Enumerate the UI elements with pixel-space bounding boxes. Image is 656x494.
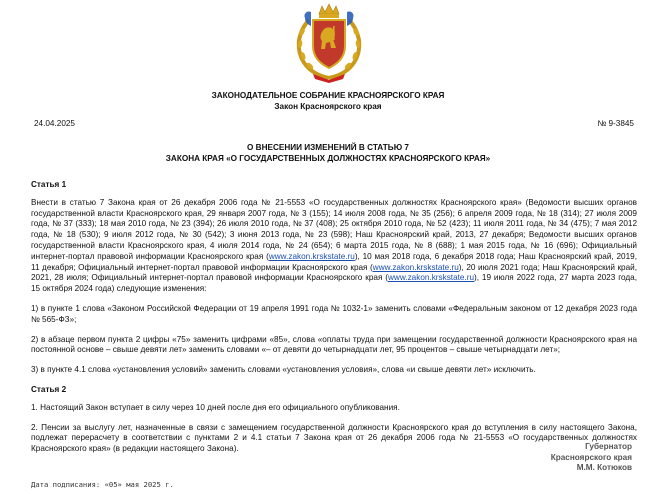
signature-name: М.М. Котюков xyxy=(576,463,632,473)
law-type: Закон Красноярского края xyxy=(274,102,382,111)
signing-date: Дата подписания: «05» мая 2025 г. xyxy=(31,480,174,489)
law-title xyxy=(0,142,656,164)
governor-signature-block xyxy=(551,442,632,474)
article-2-item-1: 1. Настоящий Закон вступает в силу через 10 дней после дня его официального опубликования. xyxy=(31,402,400,412)
law-date: 24.04.2025 xyxy=(34,119,75,128)
article-1-intro-part-c: ), 20 июля 2021 года; Наш Красноярский край, 2021, 28 июля; Официальный интернет-портал правовой информации Красноярского края ( xyxy=(31,262,638,283)
article-1-intro-part-a: Внести в статью 7 Закона края от 26 декабря 2006 года № 21-5553 «О государственных должностях Красноярского края» (Ведомости высших органов государственной власти Красноярского края, 29 января 2007 года, № 3 (155); 14 июля 2008 года, № 35 (256); 6 апреля 2009 года, № 18 (314); 27 июля 2009 года, № 37 (333); 18 мая 2010 года, № 23 (394); 26 июля 2010 года, № 37 (408); 25 октября 2010 года, № 52 (423); 11 июля 2011 года, № 34 (475); 7 мая 2012 года, № 18 (530); 9 июля 2012 года, № 30 (542); 3 июня 2013 года, № 23 (598); Наш Красноярский край, 2013, 27 декабря; Ведомости высших органов государственной власти Красноярского края, 4 июля 2014 года, № 24 (654); 6 марта 2015 года, № 8 (688); 1 мая 2015 года, № 16 (696); Официальный интернет-портал правовой информации Красноярского края ( xyxy=(31,197,637,261)
zakon-portal-link[interactable]: www.zakon.krskstate.ru xyxy=(268,251,355,261)
zakon-portal-link[interactable]: www.zakon.krskstate.ru xyxy=(372,262,459,272)
zakon-portal-link[interactable]: www.zakon.krskstate.ru xyxy=(388,273,475,283)
law-number: № 9-3845 xyxy=(597,119,634,128)
law-title-line2: ЗАКОНА КРАЯ «О ГОСУДАРСТВЕННЫХ ДОЛЖНОСТЯХ КРАСНОЯРСКОГО КРАЯ» xyxy=(165,154,491,163)
document-header xyxy=(0,90,656,112)
legislature-name: ЗАКОНОДАТЕЛЬНОЕ СОБРАНИЕ КРАСНОЯРСКОГО КРАЯ xyxy=(211,91,445,100)
signature-position: Губернатор xyxy=(585,442,632,451)
article-1-item-1: 1) в пункте 1 слова «Законом Российской Федерации от 19 апреля 1991 года № 1032-1» заменить словами «Федеральным законом от 12 декабря 2023 года № 565-ФЗ»; xyxy=(31,303,637,324)
article-1-heading: Статья 1 xyxy=(31,180,67,189)
article-1-item-3: 3) в пункте 4.1 слова «установления условий» заменить словами «установления условия», слова «и свыше девяти лет» исключить. xyxy=(31,365,536,375)
article-2-item-2: 2. Пенсии за выслугу лет, назначенные в связи с замещением государственной должности Красноярского края до вступления в силу настоящего Закона, подлежат перерасчету в соответствии с пунктами 2 и 4.1 статьи 7 Закона края от 26 декабря 2006 года № 21-5553 «О государственных должностях Красноярского края» (в редакции настоящего Закона). xyxy=(31,422,637,454)
article-1-intro-part-d: ), 19 июля 2022 года, 27 марта 2023 года, 15 октября 2024 года) следующие изменения: xyxy=(31,273,637,294)
article-1-intro-part-b: ), 10 мая 2018 года, 6 декабря 2018 года; Наш Красноярский край, 2019, 11 декабря; Официальный интернет-портал правовой информации Красноярского края ( xyxy=(31,251,637,272)
signature-region: Красноярского края xyxy=(550,452,632,462)
krasnoyarsk-krai-coat-of-arms-icon xyxy=(289,2,369,84)
law-title-line1: О ВНЕСЕНИИ ИЗМЕНЕНИЙ В СТАТЬЮ 7 xyxy=(247,143,409,152)
article-2-heading: Статья 2 xyxy=(31,384,67,394)
article-1-item-2: 2) в абзаце первом пункта 2 цифры «75» заменить цифрами «85», слова «оплаты труда при замещении государственной должности Красноярского края на постоянной основе – свыше девяти лет» заменить словами «– от девяти до четырнадцати лет, 95 процентов – свыше четырнадцати лет»; xyxy=(31,334,637,355)
law-body xyxy=(31,180,637,464)
article-1-intro xyxy=(31,198,637,295)
